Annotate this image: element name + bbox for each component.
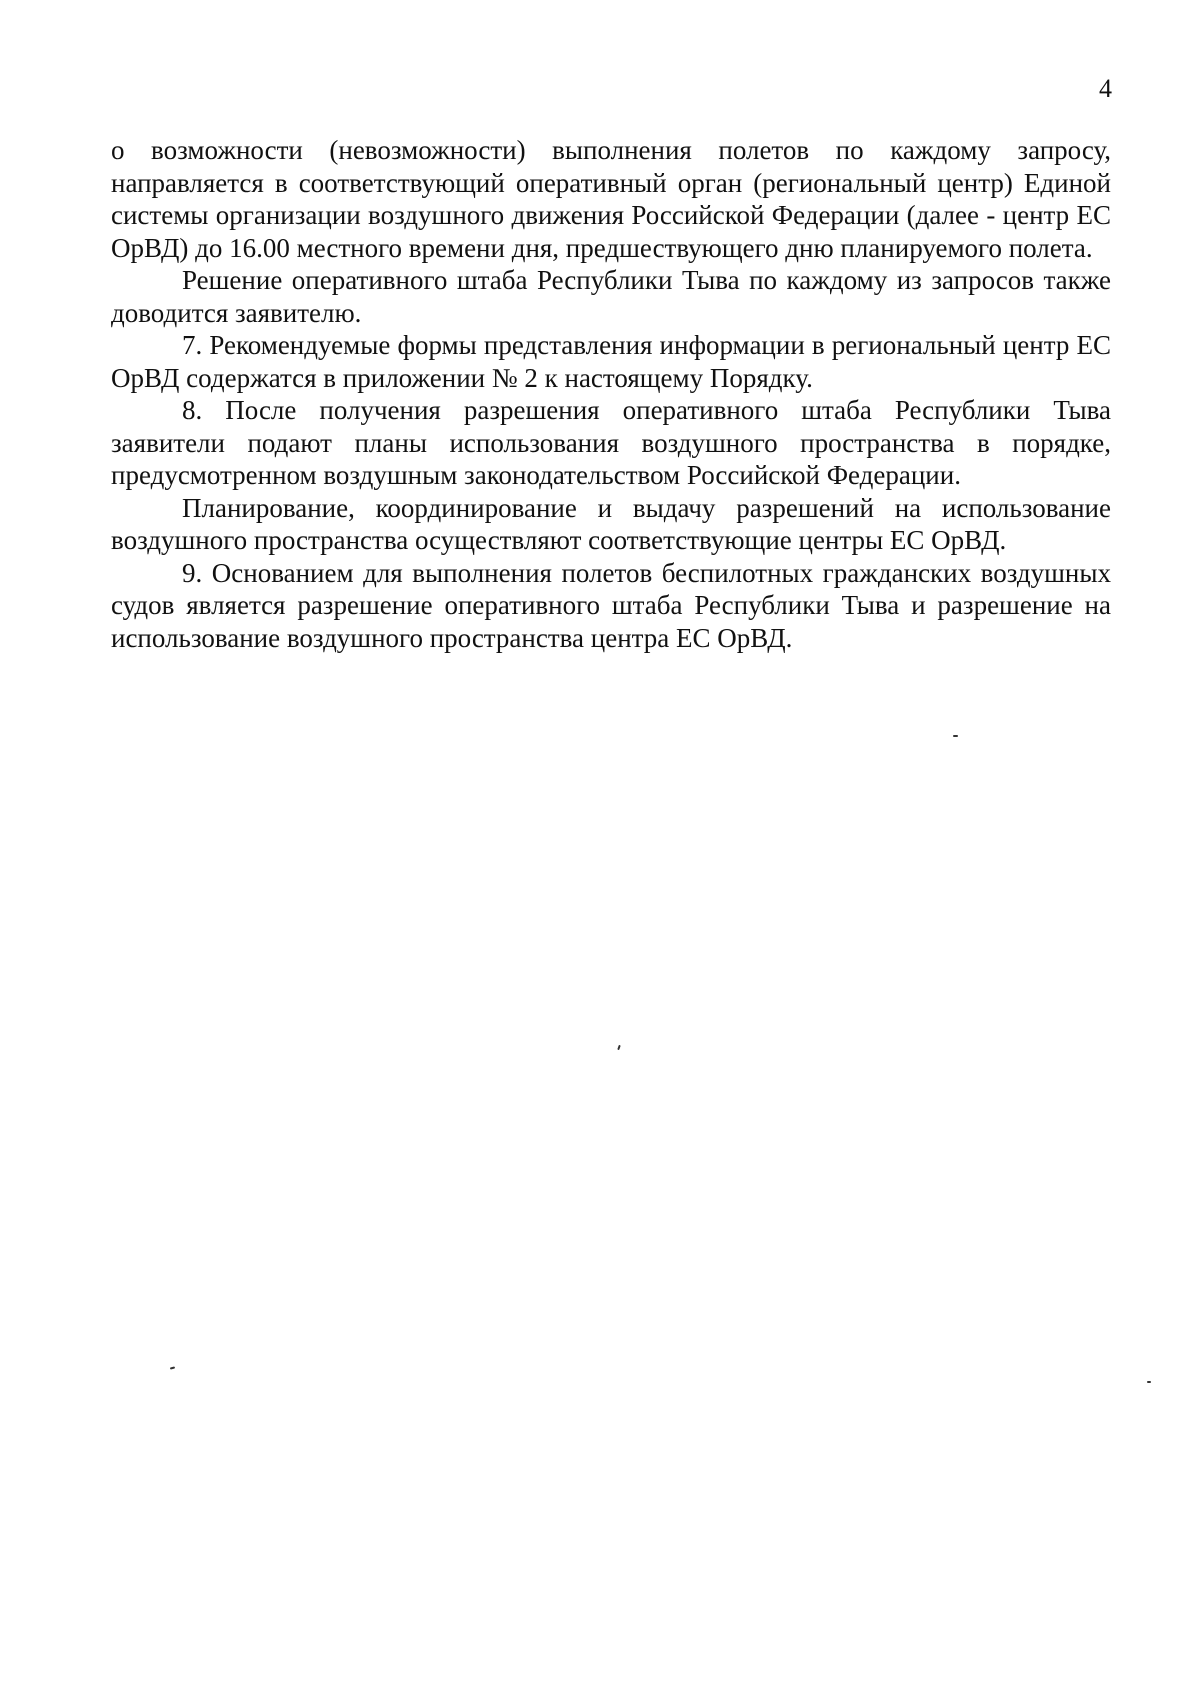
scan-speck [1147,1381,1151,1383]
scan-speck [170,1366,175,1369]
paragraph-planning: Планирование, координирование и выдачу разрешений на использование воздушного пространства осуществляют соответствующие центры ЕС ОрВД. [111,492,1111,555]
page-number: 4 [1099,74,1112,103]
scan-speck [953,735,958,737]
document-body [111,134,1111,654]
paragraph-item-7: 7. Рекомендуемые формы представления информации в региональный центр ЕС ОрВД содержатся в приложении № 2 к настоящему Порядку. [111,330,1111,393]
paragraph-continuation: о возможности (невозможности) выполнения полетов по каждому запросу, направляется в соответствующий оперативный орган (региональный центр) Единой системы организации воздушного движения Российской Федерации (далее - центр ЕС ОрВД) до 16.00 местного времени дня, предшествующего дню планируемого полета. [111,135,1111,263]
paragraph-decision: Решение оперативного штаба Республики Тыва по каждому из запросов также доводится заявителю. [111,265,1111,328]
paragraph-item-9: 9. Основанием для выполнения полетов беспилотных гражданских воздушных судов является разрешение оперативного штаба Республики Тыва и разрешение на использование воздушного пространства центра ЕС ОрВД. [111,557,1111,653]
paragraph-item-8: 8. После получения разрешения оперативного штаба Республики Тыва заявители подают планы использования воздушного пространства в порядке, предусмотренном воздушным законодательством Российской Федерации. [111,395,1111,490]
scan-speck [617,1045,621,1050]
